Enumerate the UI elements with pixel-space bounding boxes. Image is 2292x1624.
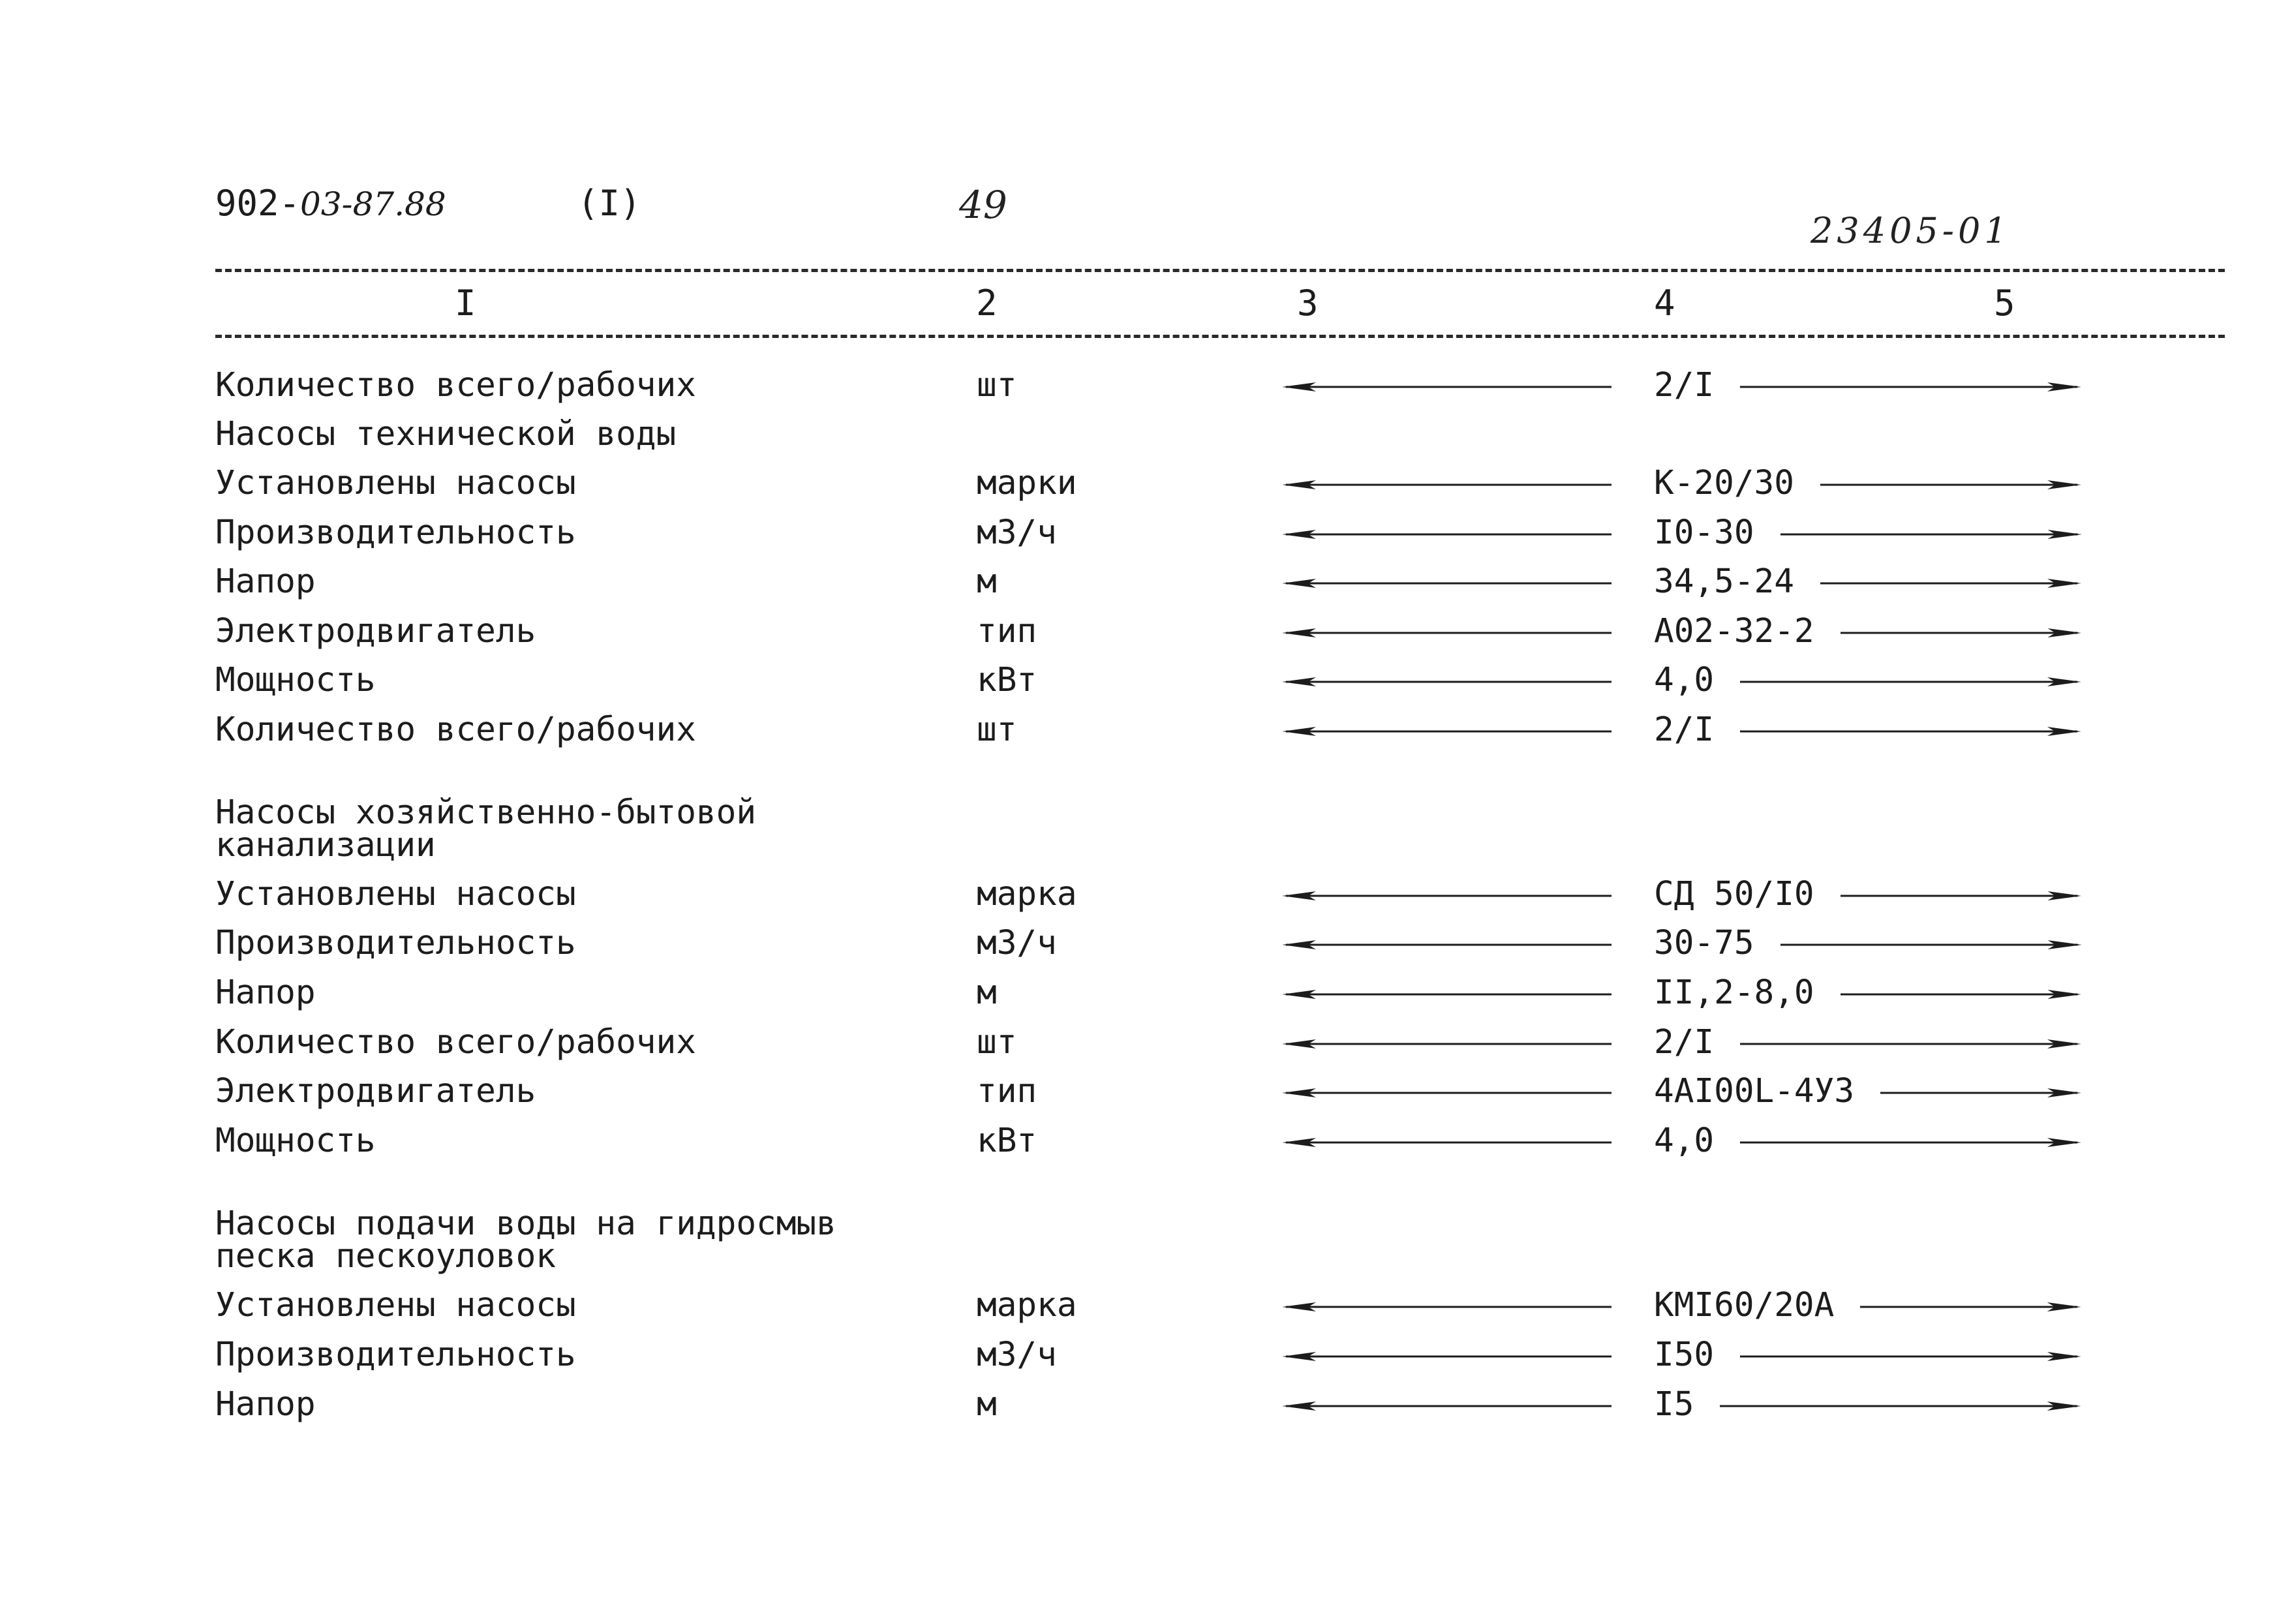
row-label: Насосы технической воды — [215, 415, 677, 453]
row-label: Мощность — [215, 1122, 376, 1160]
row-label: Количество всего/рабочих — [215, 1023, 696, 1062]
row-value: 4,0 — [1654, 661, 1715, 699]
inventory-number: 23405-01 — [1811, 210, 2011, 251]
row-value: I5 — [1654, 1385, 1694, 1424]
range-arrow-right — [1780, 528, 2082, 541]
range-arrow-left — [1282, 1400, 1612, 1413]
row-label: Установлены насосы — [215, 1286, 576, 1325]
row-unit: м — [977, 562, 997, 601]
column-number-5: 5 — [1994, 283, 2015, 324]
range-arrow-left — [1282, 1136, 1612, 1149]
column-number-3: 3 — [1297, 283, 1319, 324]
range-arrow-right — [1740, 1037, 2081, 1050]
row-value: 4,0 — [1654, 1122, 1715, 1160]
document-code — [215, 184, 446, 224]
row-unit: м3/ч — [977, 924, 1057, 962]
range-arrow-left — [1282, 1300, 1612, 1313]
range-arrow-right — [1841, 626, 2081, 639]
range-arrow-right — [1841, 889, 2081, 902]
row-label: Мощность — [215, 661, 376, 699]
row-unit: кВт — [977, 1122, 1037, 1160]
row-unit: кВт — [977, 661, 1037, 699]
row-unit: марка — [977, 875, 1077, 913]
row-unit: м — [977, 1385, 997, 1424]
range-arrow-right — [1860, 1300, 2081, 1313]
row-label: Установлены насосы — [215, 875, 576, 913]
row-label: Электродвигатель — [215, 1072, 536, 1111]
row-label: Установлены насосы — [215, 464, 576, 502]
table-top-rule — [215, 269, 2225, 272]
range-arrow-left — [1282, 528, 1612, 541]
range-arrow-right — [1740, 675, 2081, 688]
range-arrow-left — [1282, 380, 1612, 393]
range-arrow-right — [1780, 938, 2082, 951]
row-value: 2/I — [1654, 1023, 1715, 1062]
range-arrow-left — [1282, 988, 1612, 1001]
row-unit: м3/ч — [977, 1336, 1057, 1374]
row-value: СД 50/I0 — [1654, 875, 1814, 913]
range-arrow-left — [1282, 725, 1612, 738]
row-value: 4AI00L-4У3 — [1654, 1072, 1855, 1111]
row-unit: м3/ч — [977, 513, 1057, 552]
range-arrow-left — [1282, 938, 1612, 951]
row-label: Насосы подачи воды на гидросмыв — [215, 1204, 836, 1243]
row-label-continued: канализации — [215, 826, 436, 865]
row-label: Производительность — [215, 924, 576, 962]
range-arrow-left — [1282, 1086, 1612, 1099]
range-arrow-right — [1841, 988, 2081, 1001]
range-arrow-left — [1282, 577, 1612, 590]
row-unit: тип — [977, 612, 1037, 651]
range-arrow-right — [1720, 1400, 2081, 1413]
row-value: А02-32-2 — [1654, 612, 1814, 651]
row-label: Напор — [215, 562, 316, 601]
row-unit: марки — [977, 464, 1077, 502]
row-label: Количество всего/рабочих — [215, 366, 696, 405]
row-label: Количество всего/рабочих — [215, 711, 696, 749]
row-value: I0-30 — [1654, 513, 1754, 552]
row-value: К-20/30 — [1654, 464, 1794, 502]
column-number-1: I — [455, 283, 476, 324]
row-value: II,2-8,0 — [1654, 973, 1814, 1012]
range-arrow-left — [1282, 1037, 1612, 1050]
row-value: КМI60/20А — [1654, 1286, 1835, 1325]
issue-number: (I) — [577, 183, 641, 224]
range-arrow-right — [1820, 478, 2081, 491]
document-code-handwritten: 03-87.88 — [300, 185, 446, 223]
row-unit: марка — [977, 1286, 1077, 1325]
range-arrow-right — [1740, 1350, 2081, 1363]
row-unit: шт — [977, 1023, 1017, 1062]
row-value: 2/I — [1654, 366, 1715, 405]
range-arrow-left — [1282, 675, 1612, 688]
range-arrow-right — [1880, 1086, 2081, 1099]
row-unit: тип — [977, 1072, 1037, 1111]
column-number-2: 2 — [976, 283, 998, 324]
row-value: 2/I — [1654, 711, 1715, 749]
range-arrow-right — [1740, 1136, 2081, 1149]
range-arrow-right — [1820, 577, 2081, 590]
document-code-prefix: 902- — [215, 183, 301, 224]
range-arrow-left — [1282, 478, 1612, 491]
range-arrow-left — [1282, 1350, 1612, 1363]
range-arrow-left — [1282, 626, 1612, 639]
column-number-4: 4 — [1654, 283, 1675, 324]
row-label: Насосы хозяйственно-бытовой — [215, 793, 757, 832]
row-label: Производительность — [215, 1336, 576, 1374]
range-arrow-right — [1740, 725, 2081, 738]
row-unit: шт — [977, 711, 1017, 749]
row-label: Напор — [215, 973, 316, 1012]
row-value: I50 — [1654, 1336, 1715, 1374]
range-arrow-left — [1282, 889, 1612, 902]
page-number: 49 — [959, 183, 1007, 227]
row-label: Напор — [215, 1385, 316, 1424]
row-label: Электродвигатель — [215, 612, 536, 651]
row-value: 34,5-24 — [1654, 562, 1794, 601]
row-unit: шт — [977, 366, 1017, 405]
range-arrow-right — [1740, 380, 2081, 393]
row-label-continued: песка пескоуловок — [215, 1237, 556, 1276]
table-header-rule — [215, 335, 2225, 338]
row-unit: м — [977, 973, 997, 1012]
row-value: 30-75 — [1654, 924, 1754, 962]
row-label: Производительность — [215, 513, 576, 552]
